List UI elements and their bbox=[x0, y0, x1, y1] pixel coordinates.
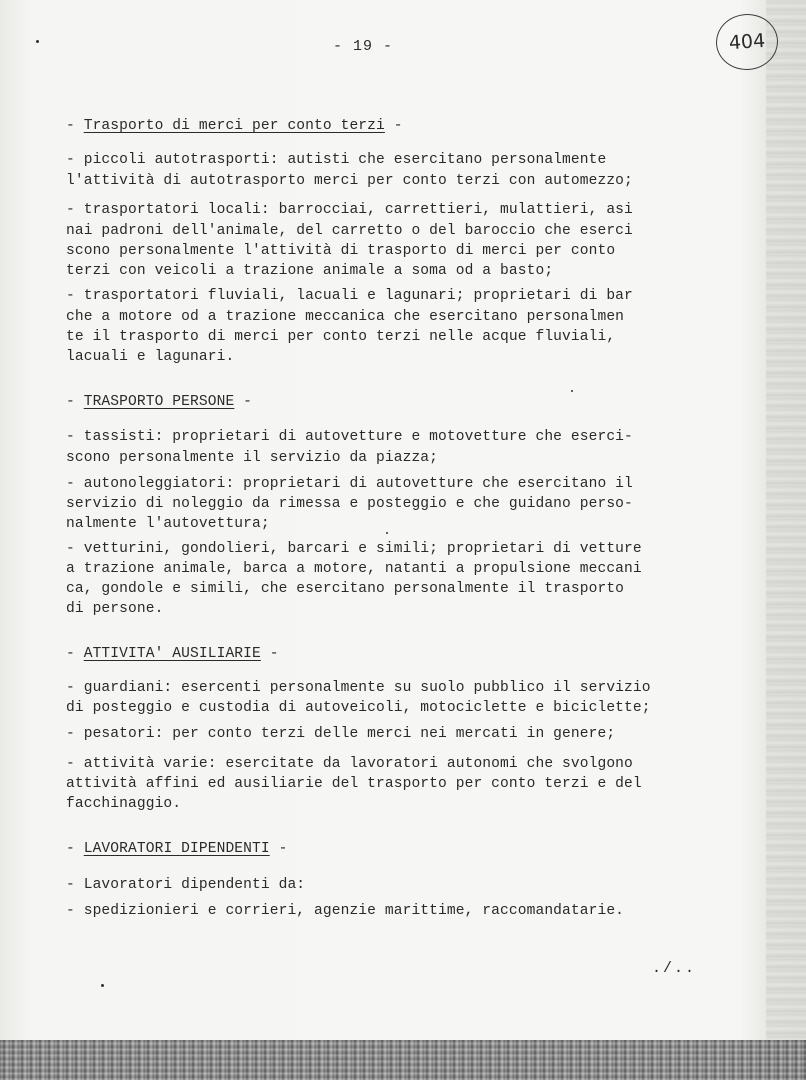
text-line: che a motore od a trazione meccanica che esercitano personalmen bbox=[66, 309, 625, 325]
scan-bottom-edge bbox=[0, 1040, 806, 1080]
text-line: a trazione animale, barca a motore, natanti a propulsione meccani bbox=[66, 561, 642, 577]
scan-speck bbox=[386, 532, 388, 534]
page-edge-shadow bbox=[766, 0, 806, 1080]
text-line: scono personalmente il servizio da piazza; bbox=[66, 450, 439, 466]
text-line: terzi con veicoli a trazione animale a soma od a basto; bbox=[66, 263, 554, 279]
text-line: facchinaggio. bbox=[66, 796, 182, 812]
section-heading: - TRASPORTO PERSONE - bbox=[66, 394, 253, 410]
text-line: di posteggio e custodia di autoveicoli, motociclette e biciclette; bbox=[66, 700, 651, 716]
section-heading: - LAVORATORI DIPENDENTI - bbox=[66, 841, 288, 857]
text-line: - trasportatori locali: barrocciai, carrettieri, mulattieri, asi bbox=[66, 202, 633, 218]
text-line: - trasportatori fluviali, lacuali e lagunari; proprietari di bar bbox=[66, 288, 633, 304]
text-line: l'attività di autotrasporto merci per conto terzi con automezzo; bbox=[66, 173, 633, 189]
text-line: - tassisti: proprietari di autovetture e motovetture che eserci- bbox=[66, 429, 633, 445]
text-line: - autonoleggiatori: proprietari di autovetture che esercitano il bbox=[66, 476, 633, 492]
scan-speck bbox=[571, 390, 573, 392]
text-line: - attività varie: esercitate da lavoratori autonomi che svolgono bbox=[66, 756, 633, 772]
section-heading: - ATTIVITA' AUSILIARIE - bbox=[66, 646, 279, 662]
text-line: di persone. bbox=[66, 601, 164, 617]
text-line: scono personalmente l'attività di trasporto di merci per conto bbox=[66, 243, 616, 259]
text-line: - spedizionieri e corrieri, agenzie marittime, raccomandatarie. bbox=[66, 903, 625, 919]
text-line: te il trasporto di merci per conto terzi nelle acque fluviali, bbox=[66, 329, 616, 345]
text-line: - Lavoratori dipendenti da: bbox=[66, 877, 306, 893]
continuation-mark: ./.. bbox=[652, 960, 697, 977]
text-line: - piccoli autotrasporti: autisti che esercitano personalmente bbox=[66, 152, 607, 168]
scan-speck bbox=[101, 984, 104, 987]
scan-speck bbox=[36, 40, 39, 43]
text-line: - guardiani: esercenti personalmente su suolo pubblico il servizio bbox=[66, 680, 651, 696]
section-heading: - Trasporto di merci per conto terzi - bbox=[66, 118, 403, 134]
archive-stamp: 404 bbox=[714, 12, 780, 72]
text-line: - vetturini, gondolieri, barcari e simili; proprietari di vetture bbox=[66, 541, 642, 557]
text-line: nalmente l'autovettura; bbox=[66, 516, 270, 532]
page-number: - 19 - bbox=[332, 38, 393, 55]
text-line: ca, gondole e simili, che esercitano personalmente il trasporto bbox=[66, 581, 625, 597]
text-line: nai padroni dell'animale, del carretto o del baroccio che eserci bbox=[66, 223, 633, 239]
text-line: lacuali e lagunari. bbox=[66, 349, 235, 365]
text-line: servizio di noleggio da rimessa e posteggio e che guidano perso- bbox=[66, 496, 633, 512]
text-line: - pesatori: per conto terzi delle merci nei mercati in genere; bbox=[66, 726, 616, 742]
text-line: attività affini ed ausiliarie del trasporto per conto terzi e del bbox=[66, 776, 642, 792]
